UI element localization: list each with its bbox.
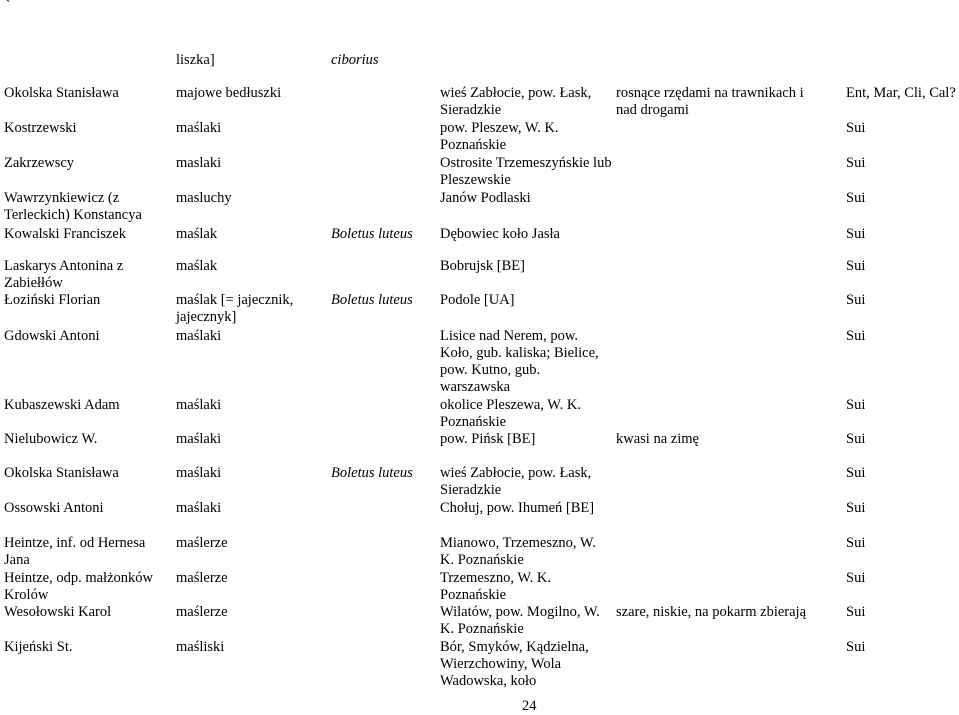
row-3-code: Sui [846,155,866,171]
row-6-location: Bobrujsk [BE] [440,258,525,274]
row-1-code: Ent, Mar, Cli, Cal? [846,85,956,101]
backtick-mark: ` [6,0,11,12]
row-11-common: maślaki [176,465,222,481]
row-5-latin: Boletus luteus [331,226,413,242]
row-12-common: maślaki [176,500,222,516]
row-11-location: wieś Zabłocie, pow. Łask, Sieradzkie [440,465,592,498]
row-8-location: Lisice nad Nerem, pow. Koło, gub. kaliska; Bielice, pow. Kutno, gub. warszawska [440,328,599,395]
row-13-location: Mianowo, Trzemeszno, W. K. Poznańskie [440,535,596,568]
row-13-common: maślerze [176,535,228,551]
row-4-author: Wawrzynkiewicz (z Terleckich) Konstancya [4,190,142,223]
row-6-common: maślak [176,258,218,274]
row-14-location: Trzemeszno, W. K. Poznańskie [440,570,552,603]
row-15-author: Wesołowski Karol [4,604,112,620]
row-5-author: Kowalski Franciszek [4,226,127,242]
row-5-code: Sui [846,226,866,242]
row-7-latin: Boletus luteus [331,292,413,308]
row-1-author: Okolska Stanisława [4,85,119,101]
row-9-common: maślaki [176,397,222,413]
row-16-code: Sui [846,639,866,655]
row-10-author: Nielubowicz W. [4,431,98,447]
continued-latin-name: ciborius [331,52,379,68]
row-3-common: maslaki [176,155,222,171]
row-8-common: maślaki [176,328,222,344]
row-11-author: Okolska Stanisława [4,465,119,481]
row-2-location: pow. Pleszew, W. K. Poznańskie [440,120,559,153]
row-12-code: Sui [846,500,866,516]
row-2-code: Sui [846,120,866,136]
row-9-location: okolice Pleszewa, W. K. Poznańskie [440,397,581,430]
row-10-common: maślaki [176,431,222,447]
row-16-author: Kijeński St. [4,639,73,655]
row-7-common: maślak [= jajecznik, jajecznyk] [176,292,294,325]
row-15-common: maślerze [176,604,228,620]
row-16-common: maśliski [176,639,225,655]
row-2-author: Kostrzewski [4,120,77,136]
row-3-location: Ostrosite Trzemeszyńskie lub Pleszewskie [440,155,612,188]
row-13-author: Heintze, inf. od Hernesa Jana [4,535,146,568]
row-12-location: Chołuj, pow. Ihumeń [BE] [440,500,595,516]
row-7-author: Łoziński Florian [4,292,101,308]
row-14-author: Heintze, odp. małżonków Krolów [4,570,153,603]
page-number: 24 [522,698,537,714]
row-7-location: Podole [UA] [440,292,515,308]
row-15-code: Sui [846,604,866,620]
row-1-note: rosnące rzędami na trawnikach i nad drogami [616,85,804,118]
row-15-note: szare, niskie, na pokarm zbierają [616,604,807,620]
row-9-code: Sui [846,397,866,413]
row-11-code: Sui [846,465,866,481]
row-4-location: Janów Podlaski [440,190,531,206]
row-14-code: Sui [846,570,866,586]
row-15-location: Wilatów, pow. Mogilno, W. K. Poznańskie [440,604,600,637]
row-5-common: maślak [176,226,218,242]
row-11-latin: Boletus luteus [331,465,413,481]
row-1-location: wieś Zabłocie, pow. Łask, Sieradzkie [440,85,592,118]
row-9-author: Kubaszewski Adam [4,397,120,413]
row-8-code: Sui [846,328,866,344]
row-14-common: maślerze [176,570,228,586]
row-7-code: Sui [846,292,866,308]
row-10-code: Sui [846,431,866,447]
continued-common-name: liszka] [176,52,215,68]
row-10-location: pow. Pińsk [BE] [440,431,536,447]
row-5-location: Dębowiec koło Jasła [440,226,560,242]
row-10-note: kwasi na zimę [616,431,699,447]
row-3-author: Zakrzewscy [4,155,75,171]
row-6-code: Sui [846,258,866,274]
row-1-common: majowe bedłuszki [176,85,282,101]
row-4-code: Sui [846,190,866,206]
row-4-common: masluchy [176,190,232,206]
row-2-common: maślaki [176,120,222,136]
row-12-author: Ossowski Antoni [4,500,104,516]
row-6-author: Laskarys Antonina z Zabiełłów [4,258,124,291]
row-13-code: Sui [846,535,866,551]
row-16-location: Bór, Smyków, Kądzielna, Wierzchowiny, Wola Wadowska, koło [440,639,589,689]
row-8-author: Gdowski Antoni [4,328,100,344]
